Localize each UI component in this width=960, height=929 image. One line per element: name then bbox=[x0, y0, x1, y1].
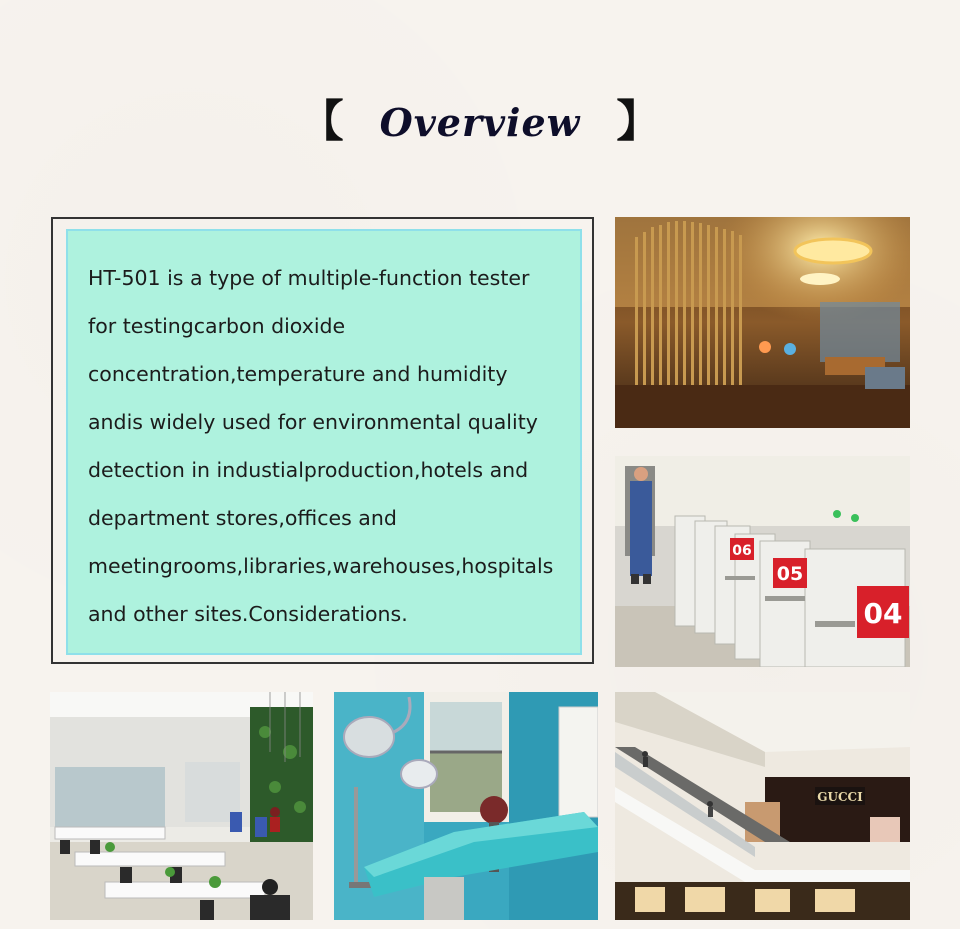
description-line: andis widely used for environmental quality bbox=[88, 410, 538, 434]
description-line: meetingrooms,libraries,warehouses,hospitals bbox=[88, 554, 554, 578]
description-text bbox=[88, 254, 562, 638]
office-photo bbox=[50, 692, 313, 920]
description-line: for testingcarbon dioxide bbox=[88, 314, 346, 338]
hotel-lobby-photo bbox=[615, 217, 910, 428]
factory-machines-photo bbox=[615, 456, 910, 667]
page-title: Overview bbox=[379, 99, 581, 145]
right-bracket: 】 bbox=[616, 96, 661, 147]
description-line: HT-501 is a type of multiple-function tester bbox=[88, 266, 530, 290]
shopping-mall-photo bbox=[615, 692, 910, 920]
machine-label-05: 05 bbox=[776, 563, 804, 585]
description-line: concentration,temperature and humidity bbox=[88, 362, 508, 386]
left-bracket: 【 bbox=[299, 96, 344, 147]
machine-label-04: 04 bbox=[863, 597, 903, 630]
hospital-room-photo bbox=[334, 692, 598, 920]
machine-label-06: 06 bbox=[732, 543, 752, 559]
description-line: department stores,offices and bbox=[88, 506, 397, 530]
section-heading bbox=[0, 92, 960, 152]
gucci-sign: GUCCI bbox=[817, 790, 863, 804]
description-panel bbox=[66, 229, 582, 655]
description-line: and other sites.Considerations. bbox=[88, 602, 408, 626]
description-line: detection in industialproduction,hotels and bbox=[88, 458, 529, 482]
